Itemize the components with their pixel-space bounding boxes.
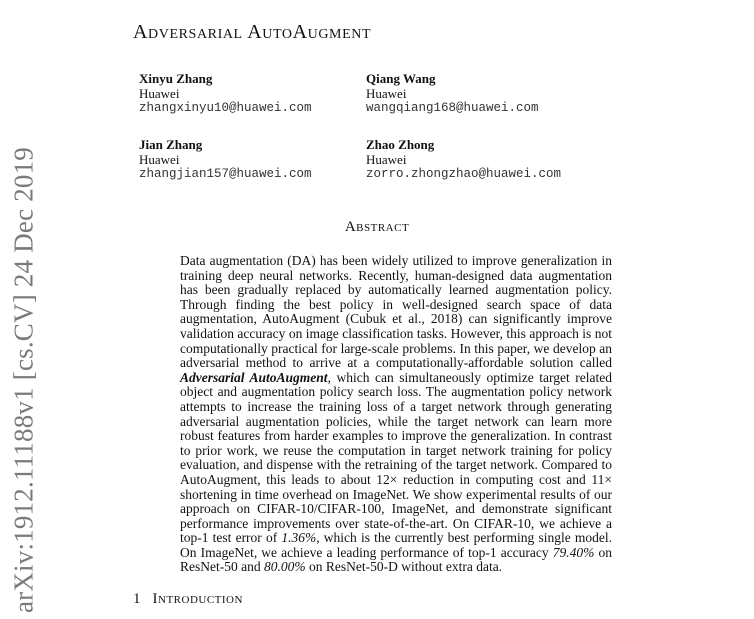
- abstract-paragraph: [180, 254, 612, 575]
- paper-title: Adversarial AutoAugment: [133, 21, 372, 43]
- author-affiliation: Huawei: [139, 151, 180, 167]
- author-name: Jian Zhang: [139, 137, 203, 152]
- abstract-heading: Abstract: [344, 219, 410, 235]
- author-block: [366, 138, 561, 182]
- author-email: zhangxinyu10@huawei.com: [139, 101, 312, 115]
- author-name: Zhao Zhong: [366, 137, 435, 152]
- author-block: [366, 72, 539, 116]
- author-email: zhangjian157@huawei.com: [139, 167, 312, 181]
- author-email: wangqiang168@huawei.com: [366, 101, 539, 115]
- author-name: Xinyu Zhang: [139, 71, 213, 86]
- arxiv-id-text: arXiv:1912.11188v1 [cs.CV] 24 Dec 2019: [8, 146, 39, 614]
- author-affiliation: Huawei: [366, 85, 407, 101]
- author-block: [139, 138, 312, 182]
- section-number: 1: [133, 591, 141, 607]
- author-name: Qiang Wang: [366, 71, 436, 86]
- author-affiliation: Huawei: [139, 85, 180, 101]
- resnet50d-accuracy-value: 80.00%: [263, 559, 306, 575]
- author-affiliation: Huawei: [366, 151, 407, 167]
- abstract-text-2: , which can simultaneously optimize target related object and augmentation policy search loss. The augmentation policy network attempts to increase the training loss of a target network through generating adversarial augmentation policies, while the target network can learn more robust features from harder examples to improve the generalization. In contrast to prior work, we reuse the computation in target network training for policy evaluation, and dispense with the retraining of the target network. Compared to AutoAugment, this leads to about 12× reduction in computing cost and 11× shortening in time overhead on ImageNet. We show experimental results of our approach on CIFAR-10/CIFAR-100, ImageNet, and demonstrate significant performance improvements over state-of-the-art. On CIFAR-10, we achieve a top-1 test error of: [180, 369, 613, 546]
- abstract-text-5: on ResNet-50-D without extra data.: [305, 559, 503, 575]
- abstract-text-1: Data augmentation (DA) has been widely utilized to improve generalization in training deep neural networks. Recently, human-designed data augmentation has been gradually replaced by automatically learned augmentation policy. Through finding the best policy in well-designed search space of data augmentation, AutoAugment (Cubuk et al., 2018) can significantly improve validation accuracy on image classification tasks. However, this approach is not computationally practical for large-scale problems. In this paper, we develop an adversarial method to arrive at a computationally-affordable solution called: [180, 253, 612, 371]
- author-block: [139, 72, 312, 116]
- author-email: zorro.zhongzhao@huawei.com: [366, 167, 562, 181]
- resnet50-accuracy-value: 79.40%: [552, 544, 595, 560]
- cifar-error-value: 1.36%: [281, 530, 317, 546]
- arxiv-sidebar-identifier: [0, 0, 46, 619]
- method-name: Adversarial AutoAugment: [180, 369, 328, 385]
- section-heading: [133, 591, 243, 608]
- abstract-text-4: on ResNet-50 and: [180, 544, 612, 575]
- abstract-text-3: , which is the currently best performing single model. On ImageNet, we achieve a leading performance of top-1 accuracy: [180, 530, 612, 560]
- section-title: Introduction: [152, 591, 243, 607]
